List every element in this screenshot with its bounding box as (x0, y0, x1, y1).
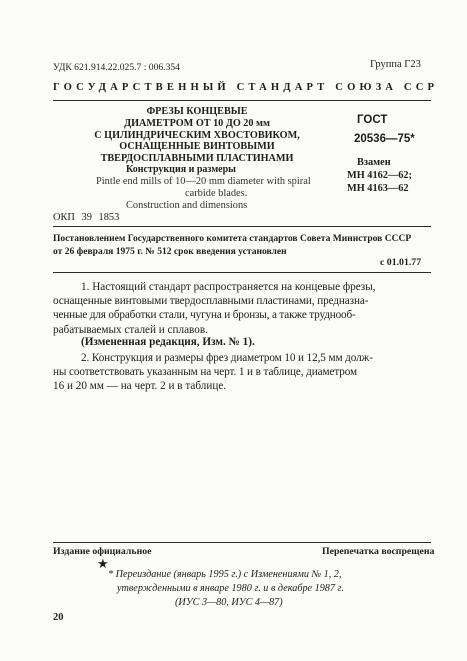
title-ru (72, 106, 322, 165)
clause-1 (53, 280, 431, 337)
title-ru-line: ОСНАЩЕННЫЕ ВИНТОВЫМИ (119, 141, 275, 153)
group-code: Группа Г23 (370, 59, 421, 70)
standard-heading: ГОСУДАРСТВЕННЫЙ СТАНДАРТ СОЮЗА ССР (53, 82, 439, 93)
replaces-1: МН 4162—62; (347, 170, 412, 181)
amendment-note: (Измененная редакция, Изм. № 1). (81, 336, 255, 348)
reissue-line3: (ИУС 3—80, ИУС 4—87) (175, 597, 283, 608)
udk-code: УДК 621.914.22.025.7 : 006.354 (53, 62, 180, 73)
resolution-line1: Постановлением Государственного комитета стандартов Совета Министров СССР (53, 233, 412, 244)
clause-2-line: 16 и 20 мм — на черт. 2 и в таблице. (53, 380, 227, 393)
clause-1-line: рабатываемых сталей и сплавов. (53, 323, 208, 336)
gost-number: 20536—75* (354, 133, 415, 145)
clause-2-line: ны соответствовать указанным на черт. 1 и в таблице, диаметром (53, 366, 358, 379)
replaces-2: МН 4163—62 (347, 183, 409, 194)
page-number: 20 (53, 612, 64, 623)
title-divider (53, 226, 431, 227)
header-divider (53, 100, 431, 101)
gost-label: ГОСТ (357, 114, 388, 126)
title-ru-line: ФРЕЗЫ КОНЦЕВЫЕ (146, 106, 248, 117)
official-edition: Издание официальное (53, 546, 152, 557)
reissue-line2: утвержденными в январе 1980 г. и в декабре 1987 г. (117, 583, 344, 594)
clause-1-line: ченные для обработки стали, чугуна и бронзы, а также труднооб- (53, 309, 356, 322)
title-en-line3: Construction and dimensions (126, 200, 248, 211)
clause-2-line: 2. Конструкция и размеры фрез диаметром 10 и 12,5 мм долж- (81, 352, 373, 364)
title-ru-line: С ЦИЛИНДРИЧЕСКИМ ХВОСТОВИКОМ, (94, 129, 300, 141)
clause-1-line: 1. Настоящий стандарт распространяется на концевые фрезы, (81, 281, 376, 293)
replaces-label: Взамен (357, 157, 391, 168)
title-ru-line: ТВЕРДОСПЛАВНЫМИ ПЛАСТИНАМИ (100, 153, 294, 165)
star-icon: ★ (97, 556, 109, 571)
clause-2 (53, 351, 431, 394)
resolution-date: с 01.01.77 (380, 257, 422, 268)
clause-1-line: оснащенные винтовыми твердосплавными пластинами, предназна- (53, 295, 369, 308)
title-subtitle: Конструкция и размеры (126, 164, 236, 175)
reissue-line1: * Переиздание (январь 1995 г.) с Изменениями № 1, 2, (108, 569, 342, 580)
resolution-divider (53, 272, 431, 273)
resolution-line2: от 26 февраля 1975 г. № 512 срок введения установлен (53, 246, 287, 257)
footer-divider (53, 542, 431, 543)
title-en-line2: carbide blades. (185, 188, 248, 199)
reprint-prohibited: Перепечатка воспрещена (322, 546, 435, 557)
okp-code: ОКП 39 1853 (53, 212, 120, 223)
title-ru-line: ДИАМЕТРОМ ОТ 10 ДО 20 мм (124, 117, 270, 129)
title-en-line1: Pintle end mills of 10—20 mm diameter with spiral (96, 176, 311, 187)
